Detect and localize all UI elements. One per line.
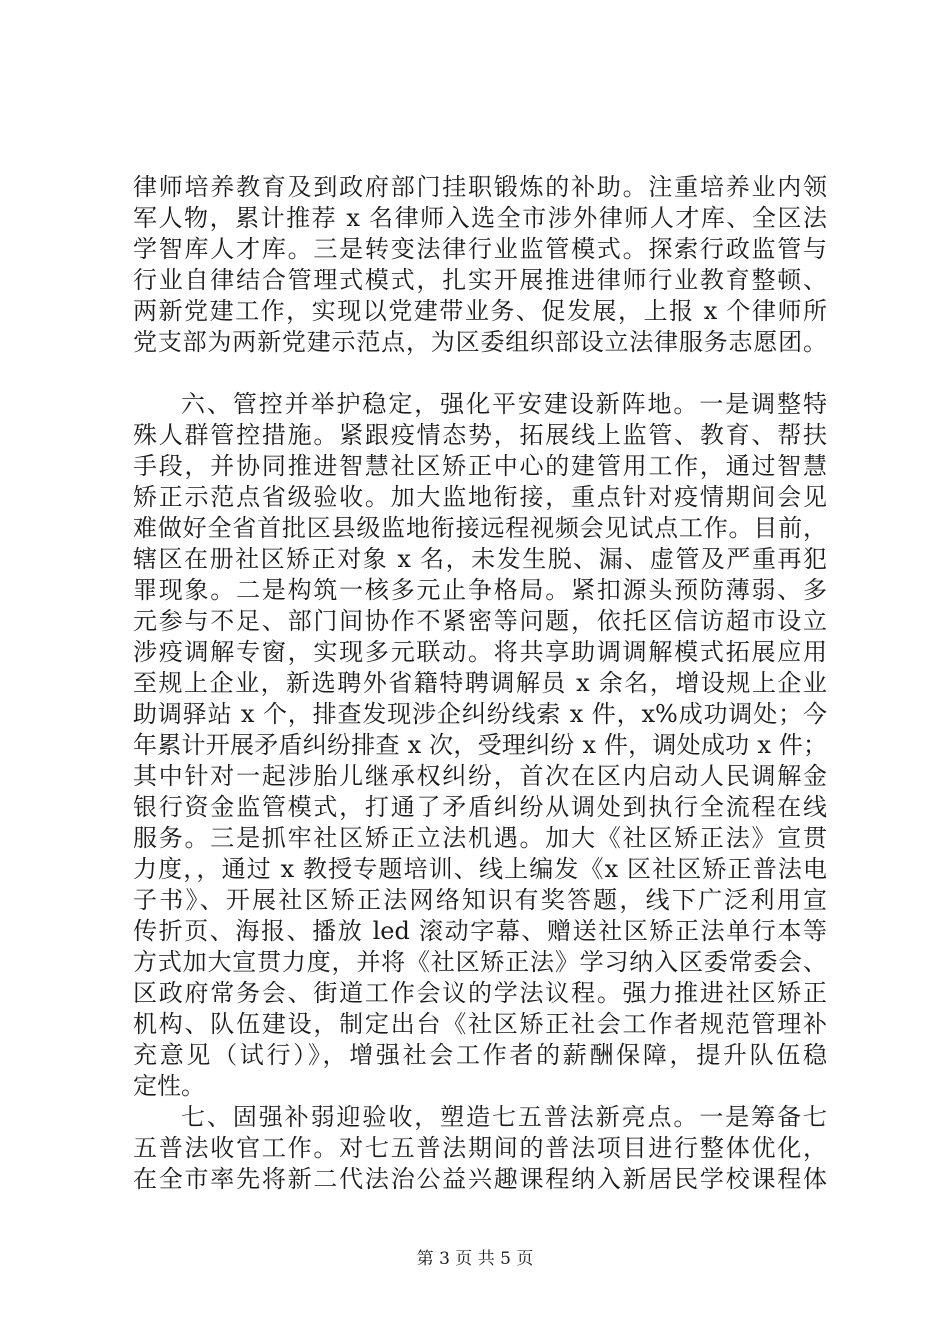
text-line: 助调驿站 x 个，排查发现涉企纠纷线索 x 件，x%成功调处；今: [133, 700, 827, 728]
page-number-footer: 第 3 页 共 5 页: [416, 1249, 534, 1269]
text-line: 区政府常务会、街道工作会议的学法议程。强力推进社区矫正: [133, 979, 827, 1007]
text-line: 两新党建工作，实现以党建带业务、促发展，上报 x 个律师所: [133, 297, 827, 325]
text-line: 行业自律结合管理式模式，扎实开展推进律师行业教育整顿、: [133, 266, 827, 294]
text-line: 涉疫调解专窗，实现多元联动。将共享助调调解模式拓展应用: [133, 638, 827, 666]
text-line: 七、固强补弱迎验收，塑造七五普法新亮点。一是筹备七: [181, 1103, 827, 1131]
text-line: 军人物，累计推荐 x 名律师入选全市涉外律师人才库、全区法: [133, 204, 827, 232]
paragraph-law-popularization: [133, 1102, 827, 1195]
text-line: 力度，，通过 x 教授专题培训、线上编发《x 区社区矫正普法电: [133, 855, 827, 883]
text-line: 难做好全省首批区县级监地衔接远程视频会见试点工作。目前，: [133, 514, 827, 542]
text-line: 党支部为两新党建示范点，为区委组织部设立法律服务志愿团。: [133, 328, 827, 356]
text-line: 在全市率先将新二代法治公益兴趣课程纳入新居民学校课程体: [133, 1165, 827, 1193]
text-line: 学智库人才库。三是转变法律行业监管模式。探索行政监管与: [133, 235, 827, 263]
text-line: 定性。: [133, 1072, 205, 1100]
text-line: 至规上企业，新选聘外省籍特聘调解员 x 余名，增设规上企业: [133, 669, 827, 697]
text-line: 五普法收官工作。对七五普法期间的普法项目进行整体优化，: [133, 1134, 827, 1162]
text-line: 律师培养教育及到政府部门挂职锻炼的补助。注重培养业内领: [133, 173, 827, 201]
paragraph-stability-control: [133, 389, 827, 1102]
text-line: 辖区在册社区矫正对象 x 名，未发生脱、漏、虚管及严重再犯: [133, 545, 827, 573]
text-line: 其中针对一起涉胎儿继承权纠纷，首次在区内启动人民调解金: [133, 762, 827, 790]
text-line: 六、管控并举护稳定，强化平安建设新阵地。一是调整特: [181, 390, 827, 418]
text-line: 元参与不足、部门间协作不紧密等问题，依托区信访超市设立: [133, 607, 827, 635]
paragraph-lawyer-training: [133, 172, 827, 358]
text-line: 充意见（试行）》，增强社会工作者的薪酬保障，提升队伍稳: [133, 1041, 827, 1069]
text-line: 年累计开展矛盾纠纷排查 x 次，受理纠纷 x 件，调处成功 x 件；: [133, 731, 827, 759]
text-line: 机构、队伍建设，制定出台《社区矫正社会工作者规范管理补: [133, 1010, 827, 1038]
text-line: 殊人群管控措施。紧跟疫情态势，拓展线上监管、教育、帮扶: [133, 421, 827, 449]
text-line: 银行资金监管模式，打通了矛盾纠纷从调处到执行全流程在线: [133, 793, 827, 821]
text-line: 服务。三是抓牢社区矫正立法机遇。加大《社区矫正法》宣贯: [133, 824, 827, 852]
text-line: 手段，并协同推进智慧社区矫正中心的建管用工作，通过智慧: [133, 452, 827, 480]
text-line: 罪现象。二是构筑一核多元止争格局。紧扣源头预防薄弱、多: [133, 576, 827, 604]
text-line: 矫正示范点省级验收。加大监地衔接，重点针对疫情期间会见: [133, 483, 827, 511]
text-line: 方式加大宣贯力度，并将《社区矫正法》学习纳入区委常委会、: [133, 948, 827, 976]
text-line: 子书》、开展社区矫正法网络知识有奖答题，线下广泛利用宣: [133, 886, 827, 914]
text-line: 传折页、海报、播放 led 滚动字幕、赠送社区矫正法单行本等: [133, 917, 827, 945]
